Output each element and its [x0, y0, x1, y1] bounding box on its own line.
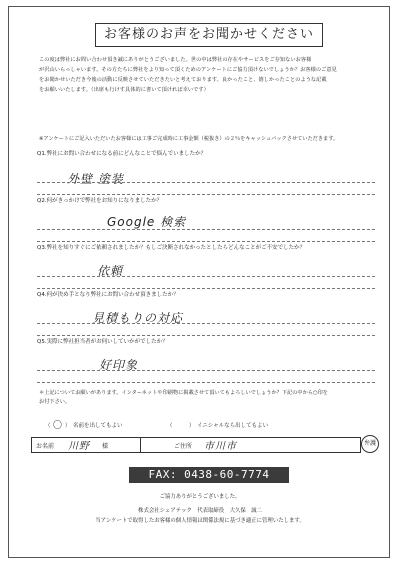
answer-line — [37, 182, 375, 183]
question-5-label: Q5.実際に弊社担当者がお伺いしていかがでしたか？ — [37, 339, 168, 345]
option-2-checkbox[interactable]: （ ） — [167, 423, 195, 429]
question-3 — [37, 244, 375, 278]
consent-options — [39, 421, 369, 433]
option-1-bracket-close: ） — [65, 423, 71, 429]
option-1-checkmark[interactable]: 〇 — [53, 421, 63, 431]
question-2-answer: Google 検索 — [107, 215, 187, 229]
name-address-row — [31, 437, 361, 453]
answer-line — [37, 276, 375, 277]
fax-number: FAX: 0438-60-7774 — [129, 467, 289, 483]
answer-line — [37, 323, 375, 324]
address-label: ご住所 — [174, 443, 193, 450]
question-4-label: Q4.何が決め手となり弊社にお問い合わせ頂きましたか？ — [37, 292, 179, 298]
option-1-label: 名前を出してもよい — [73, 423, 123, 429]
question-3-answer-area[interactable] — [37, 258, 375, 288]
answer-line — [37, 241, 375, 242]
intro-line-3: をお聞かせいただき今後の活動に反映させていただきたいと考えております。良かったこと、嬉しかったことのような記載 — [39, 77, 327, 83]
question-2-answer-area[interactable] — [37, 211, 375, 241]
honorific: 様 — [102, 443, 109, 450]
question-3-label: Q3.弊社を知りすぐにご依頼されましたか？もしご決断されなかったとしたらどんなことがご不安でしたか？ — [37, 245, 306, 251]
survey-sheet — [8, 6, 390, 558]
question-5-answer-area[interactable] — [37, 352, 375, 382]
divider — [140, 438, 141, 452]
address-value[interactable]: 市川市 — [204, 441, 237, 452]
question-4 — [37, 291, 375, 325]
answer-line — [37, 382, 375, 383]
question-3-answer: 依頼 — [97, 264, 124, 278]
question-1 — [37, 150, 375, 186]
answer-line — [37, 370, 375, 371]
option-1-bracket: （ — [45, 423, 51, 429]
page-title: お客様のお声をお聞かせください — [95, 23, 323, 47]
answer-line — [37, 335, 375, 336]
company-text: 株式会社シェアテック 代表取締役 大久保 誠二 — [138, 508, 262, 514]
option-2-label: イニシャルなら出してもよい — [197, 423, 269, 429]
name-label: お名前 — [36, 443, 55, 450]
cashback-note: ※アンケートにご記入いただいたお客様には工事ご完成時に工事金額（税抜き）の２％をキャッシュバックさせていただきます。 — [39, 136, 339, 142]
name-value[interactable]: 川野 — [68, 441, 90, 452]
question-4-answer-area[interactable] — [37, 305, 375, 335]
question-1-answer-area[interactable] — [37, 164, 375, 194]
answer-line — [37, 194, 375, 195]
answer-line — [37, 229, 375, 230]
intro-text — [39, 55, 384, 95]
stamp-mark: 弁護 — [361, 435, 379, 453]
intro-line-1: この度は弊社にお問い合わせ頂き誠にありがとうございました。世の中は弊社の存在やサービスをご存知ないお客様 — [39, 57, 312, 63]
consent-line-1: ＊上記についてお願いがあります。インターネットや印刷物に掲載させて頂いてもよろしいでしょうか？下記の中から○印を — [39, 390, 328, 396]
privacy-text: 当アンケートで取得したお客様の個人情報は関係法規に基づき適正に管理いたします。 — [95, 518, 305, 524]
question-1-answer: 外壁 塗装 — [67, 172, 124, 186]
question-4-answer: 見積もりの対応 — [92, 311, 184, 325]
consent-text — [39, 389, 384, 407]
question-2-label: Q2.何がきっかけで弊社をお知りになりましたか？ — [37, 198, 163, 204]
question-2 — [37, 197, 375, 229]
consent-line-2: お付下さい。 — [39, 399, 71, 405]
intro-line-2: が沢山いらっしゃいます。その方たちに弊社をより知って頂くためのアンケートにご協力頂けないでしょうか？お客様のご意見 — [39, 67, 337, 73]
question-1-label: Q1.弊社にお問い合わせになる前にどんなことで悩んでいましたか？ — [37, 151, 207, 157]
answer-line — [37, 288, 375, 289]
question-5-answer: 好印象 — [99, 358, 139, 372]
thanks-text: ご協力ありがとうございました。 — [159, 494, 241, 500]
question-5 — [37, 338, 375, 372]
intro-line-4: をお願いいたします。（出席も行けす具体的に書いて頂ければ幸いです） — [39, 87, 209, 93]
